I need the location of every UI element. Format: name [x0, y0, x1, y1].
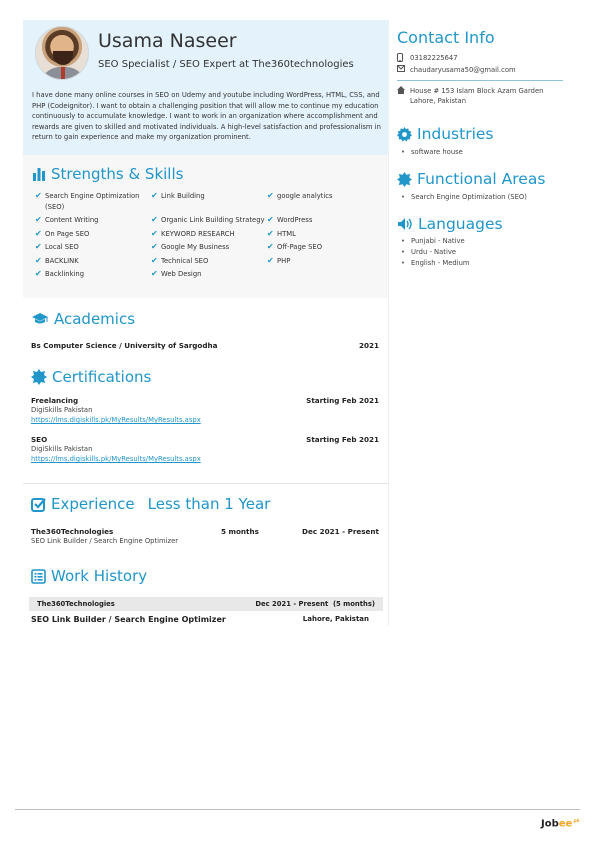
- check-icon: ✔: [35, 215, 42, 224]
- experience-duration: 5 months: [221, 527, 259, 536]
- contact-heading: Contact Info: [397, 28, 495, 47]
- skill-item: ✔ BACKLINK: [35, 255, 79, 265]
- work-history-heading: Work History: [31, 567, 389, 585]
- skill-item: ✔ Off-Page SEO: [267, 242, 323, 251]
- column-divider: [388, 20, 389, 626]
- work-company: The360Technologies: [37, 600, 115, 608]
- starburst-icon: [397, 172, 412, 187]
- languages-list: [401, 236, 567, 269]
- cert-name: Freelancing: [31, 396, 79, 405]
- skill-item: [267, 269, 383, 280]
- cert-org: DigiSkills Pakistan: [31, 406, 93, 414]
- profile-role: SEO Specialist / SEO Expert at The360technologies: [98, 59, 354, 70]
- functional-areas-heading: Functional Areas: [397, 170, 567, 188]
- envelope-icon: [397, 65, 406, 75]
- cert-item: [31, 435, 379, 464]
- check-icon: ✔: [151, 242, 158, 251]
- languages-heading: Languages: [397, 215, 567, 233]
- sidebar: [397, 28, 567, 269]
- skill-item: ✔ Google My Business: [151, 242, 230, 251]
- profile-summary: I have done many online courses in SEO on Udemy and youtube including WordPress, HTML, CSS, and PHP (Codeignitor). I want to obtain a challenging position that will allow me to continue my education continuously to accumulate knowledge. I want to work in an organization where accomplishment and rewards are given to skilled and motivated individuals. A high-level satisfaction and professionalism in return to gain experience and make my organization prominent.: [32, 91, 381, 142]
- skill-item: ✔ Content Writing: [35, 215, 99, 224]
- contact-address: House # 153 Islam Block Azam Garden Lahore, Pakistan: [397, 86, 567, 106]
- list-item: • Search Engine Optimization (SEO): [401, 192, 567, 203]
- work-location: Lahore, Pakistan: [302, 615, 369, 623]
- skill-item: ✔ On Page SEO: [35, 228, 90, 238]
- list-item: • English - Medium: [401, 258, 567, 269]
- degree: Bs Computer Science / University of Sargodha: [31, 341, 218, 350]
- work-history-bar: [29, 597, 383, 611]
- work-duration: (5 months): [332, 600, 375, 608]
- check-icon: ✔: [35, 191, 42, 200]
- contact-email: chaudaryusama50@gmail.com: [397, 65, 567, 75]
- list-icon: [31, 569, 46, 584]
- cert-link[interactable]: https://lms.digiskills.pk/MyResults/MyResults.aspx: [31, 455, 201, 463]
- skill-item: ✔ HTML: [267, 228, 296, 238]
- cert-org: DigiSkills Pakistan: [31, 445, 93, 453]
- cert-item: [31, 396, 379, 425]
- cert-name: SEO: [31, 435, 48, 444]
- check-icon: ✔: [151, 228, 158, 238]
- experience-company: The360Technologies: [31, 527, 114, 536]
- cert-date: Starting Feb 2021: [306, 396, 379, 405]
- gear-icon: [397, 127, 412, 142]
- work-history-section: [23, 567, 389, 646]
- check-icon: ✔: [267, 242, 274, 251]
- check-icon: ✔: [151, 215, 158, 224]
- degree-year: 2021: [358, 341, 379, 350]
- check-icon: ✔: [151, 255, 158, 265]
- check-icon: ✔: [35, 255, 42, 265]
- footer-divider: [15, 809, 580, 810]
- check-icon: ✔: [35, 242, 42, 251]
- skill-item: ✔ Organic Link Building Strategy: [151, 215, 265, 224]
- skill-item: ✔ PHP: [267, 255, 291, 265]
- skill-item: ✔ Backlinking: [35, 269, 85, 278]
- functional-areas-list: [401, 192, 567, 203]
- check-icon: ✔: [267, 215, 274, 224]
- skill-item: ✔ Local SEO: [35, 242, 79, 251]
- phone-icon: [397, 53, 406, 65]
- jobee-logo: Jobee$^{.pk}$: [541, 818, 580, 830]
- skill-item: ✔ Technical SEO: [151, 255, 209, 265]
- experience-item: [31, 527, 379, 546]
- contact-phone: 03182225647: [397, 53, 567, 65]
- industries-list: [401, 147, 567, 158]
- experience-total: Less than 1 Year: [147, 495, 271, 513]
- main-column: [23, 20, 389, 624]
- certifications-section: [23, 368, 389, 464]
- skill-item: ✔ WordPress: [267, 215, 313, 224]
- profile-name: Usama Naseer: [98, 30, 237, 52]
- cert-link[interactable]: https://lms.digiskills.pk/MyResults/MyResults.aspx: [31, 416, 201, 424]
- check-icon: ✔: [35, 228, 42, 238]
- skill-item: ✔ KEYWORD RESEARCH: [151, 228, 235, 238]
- experience-period: Dec 2021 - Present: [302, 527, 379, 536]
- bar-chart-icon: [32, 167, 46, 181]
- badge-icon: [31, 369, 47, 385]
- work-position-row: [31, 615, 369, 624]
- avatar: [35, 26, 89, 80]
- skill-item: ✔ Web Design: [151, 269, 202, 278]
- academics-section: [23, 310, 389, 350]
- check-icon: ✔: [267, 228, 274, 238]
- skill-item: ✔ google analytics: [267, 191, 383, 212]
- experience-position: SEO Link Builder / Search Engine Optimizer: [31, 537, 179, 545]
- list-item: • software house: [401, 147, 567, 158]
- skill-item: ✔ Link Building: [151, 191, 267, 212]
- work-position: SEO Link Builder / Search Engine Optimizer: [31, 615, 226, 624]
- section-divider: [23, 483, 389, 484]
- cert-date: Starting Feb 2021: [306, 435, 379, 444]
- check-icon: ✔: [151, 191, 158, 200]
- skills-list: [35, 191, 385, 280]
- industries-heading: Industries: [397, 125, 567, 143]
- work-period: Dec 2021 - Present: [255, 600, 329, 608]
- check-icon: ✔: [35, 269, 42, 278]
- profile-header: [23, 20, 389, 155]
- experience-heading: Experience Less than 1 Year: [31, 495, 389, 513]
- certifications-heading: Certifications: [31, 368, 389, 386]
- checkbox-icon: [31, 497, 46, 512]
- experience-section: [23, 495, 389, 546]
- academics-heading: Academics: [31, 310, 389, 328]
- graduation-cap-icon: [31, 312, 49, 326]
- degree-row: [31, 341, 379, 350]
- skills-heading: Strengths & Skills: [32, 165, 183, 183]
- check-icon: ✔: [151, 269, 158, 278]
- speaker-icon: [397, 217, 413, 231]
- skills-section: [23, 155, 389, 298]
- list-item: • Urdu - Native: [401, 247, 567, 258]
- check-icon: ✔: [267, 255, 274, 265]
- skill-item: ✔ Search Engine Optimization (SEO): [35, 191, 140, 211]
- contact-divider: [397, 80, 563, 81]
- check-icon: ✔: [267, 191, 274, 200]
- home-icon: [397, 86, 406, 106]
- list-item: • Punjabi - Native: [401, 236, 567, 247]
